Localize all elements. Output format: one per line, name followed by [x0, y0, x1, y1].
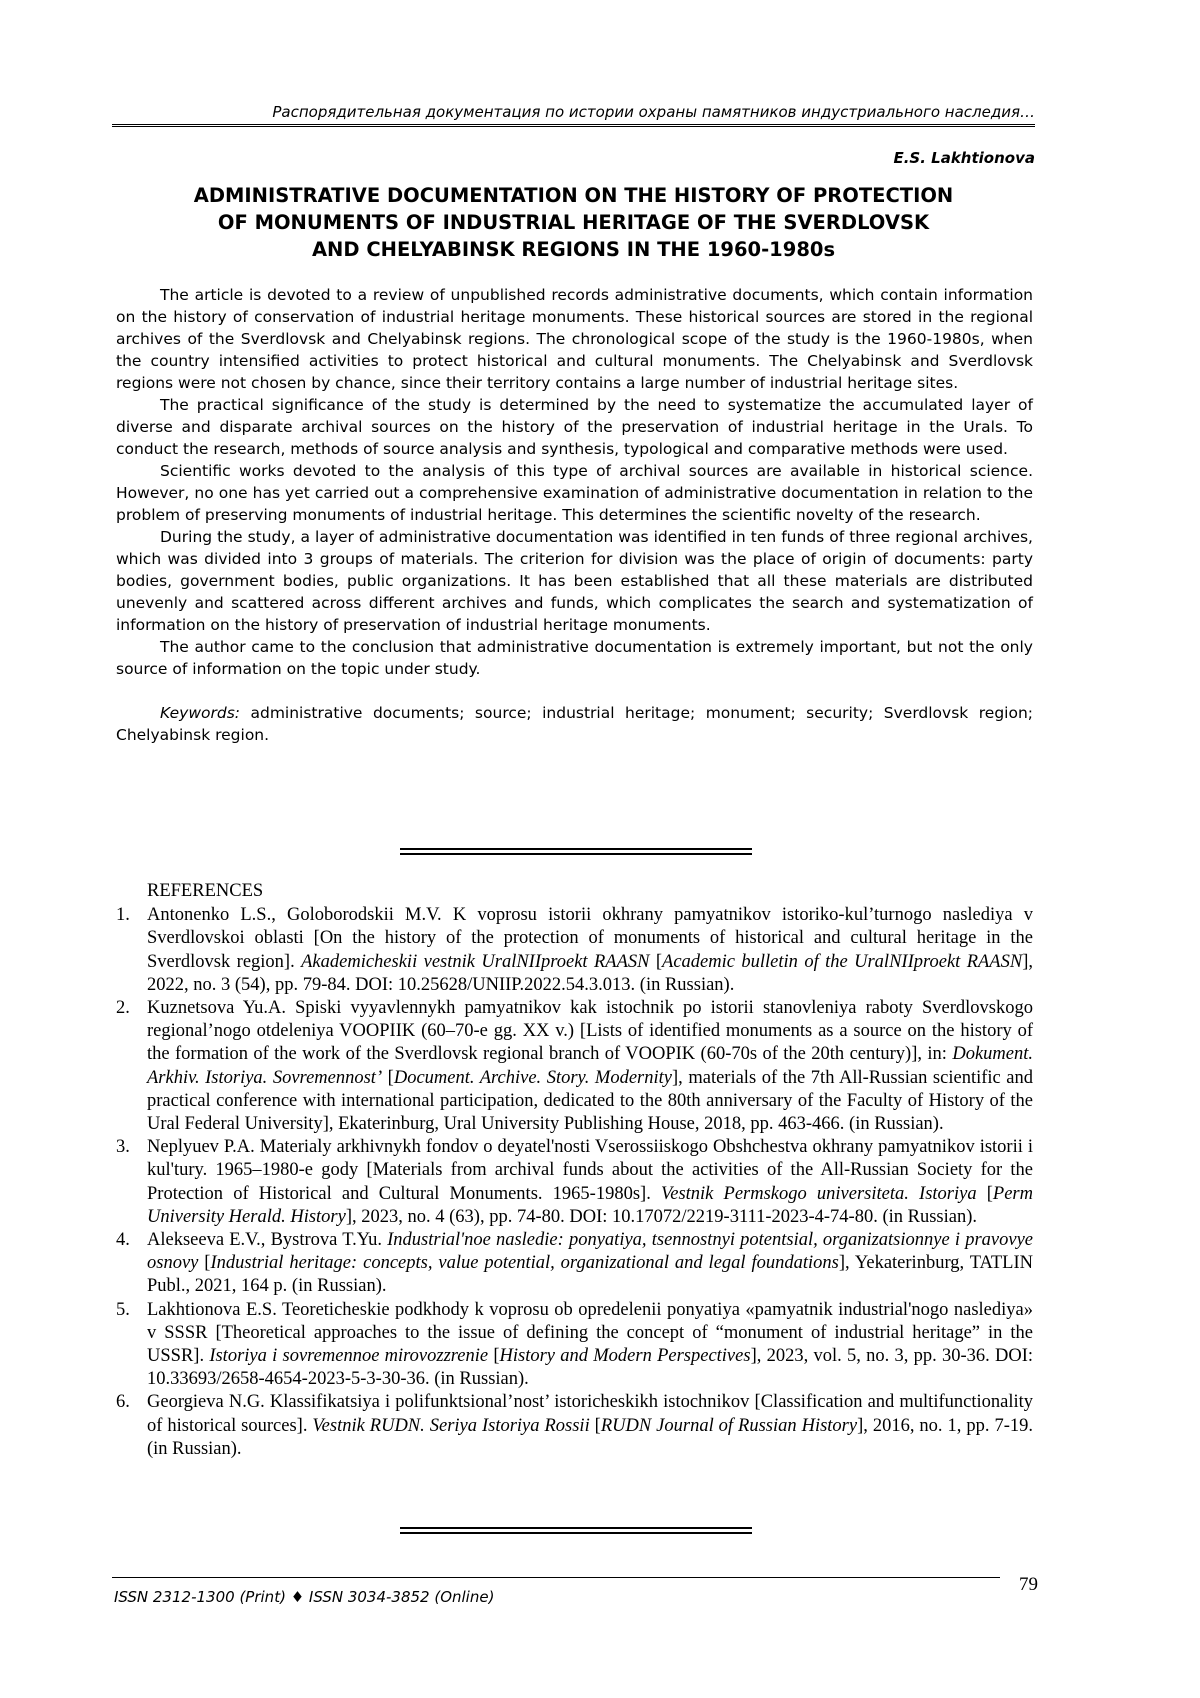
reference-source: Vestnik Permskogo universiteta. Istoriya	[660, 1183, 977, 1204]
reference-text: Georgieva N.G. Klassifikatsiya i polifunktsional’nost’ istoricheskikh istochnikov [Classification and multifunctionality of historical sources].	[147, 1392, 1033, 1436]
header-rule	[112, 124, 1035, 127]
reference-item	[116, 904, 1033, 997]
page-number: 79	[1019, 1574, 1038, 1595]
reference-item	[116, 1136, 1033, 1229]
reference-number: 1.	[116, 905, 130, 926]
reference-details: ], 2023, vol. 5, no. 3, pp. 30-36. DOI: 10.33693/2658-4654-2023-5-3-30-36. (in Russian).	[147, 1346, 1033, 1390]
reference-source: Akademicheskii vestnik UralNIIproekt RAASN	[301, 951, 650, 972]
abstract-paragraph-5: The author came to the conclusion that administrative documentation is extremely important, but not the only source of information on the topic under study.	[116, 638, 1033, 678]
reference-source: Istoriya i sovremennoe mirovozzrenie	[209, 1346, 489, 1367]
reference-details: ], 2016, no. 1, pp. 7-19. (in Russian).	[147, 1415, 1033, 1459]
reference-bracket: [	[488, 1346, 500, 1367]
reference-text: Neplyuev P.A. Materialy arkhivnykh fondov o deyatel'nosti Vserossiiskogo Obshchestva okhrany pamyatnikov istorii i kul'tury. 1965–1980-e gody [Materials from archival funds about the activities of the All-Russian Society for the Protection of Historical and Cultural Monuments. 1965-1980s].	[147, 1137, 1033, 1204]
reference-bracket: [	[589, 1415, 601, 1436]
issn-footer: ISSN 2312-1300 (Print) ♦ ISSN 3034-3852 (Online)	[114, 1588, 495, 1606]
reference-source-translation: Perm University Herald. History	[147, 1183, 1033, 1227]
reference-bracket: [	[976, 1183, 993, 1204]
reference-item	[116, 1391, 1033, 1461]
reference-source-translation: Academic bulletin of the UralNIIproekt RAASN	[662, 951, 1023, 972]
reference-details: ], Yekaterinburg, TATLIN Publ., 2021, 164 p. (in Russian).	[147, 1253, 1033, 1297]
title-line-1: ADMINISTRATIVE DOCUMENTATION ON THE HISTORY OF PROTECTION	[193, 184, 954, 207]
reference-number: 3.	[116, 1137, 130, 1158]
footer-rule	[112, 1577, 1000, 1578]
reference-source: Dokument. Arkhiv. Istoriya. Sovremennost’	[147, 1044, 1033, 1088]
reference-source-translation: History and Modern Perspectives	[499, 1346, 751, 1367]
reference-text: Kuznetsova Yu.A. Spiski vyyavlennykh pamyatnikov kak istochnik po istorii stanovleniya raboty Sverdlovskogo regional’nogo otdeleniya VOOPIIK (60–70-e gg. XX v.) [Lists of identified monuments as a source on the history of the formation of the work of the Sverdlovsk regional branch of VOOPIK (60-70s of the 20th century)], in:	[147, 998, 1033, 1065]
reference-text: Antonenko L.S., Goloborodskii M.V. K voprosu istorii okhrany pamyatnikov istoriko-kul’turnogo naslediya v Sverdlovskoi oblasti [On the history of the protection of monuments of historical and cultural heritage in the Sverdlovsk region].	[147, 905, 1033, 972]
reference-number: 5.	[116, 1299, 130, 1320]
abstract-paragraph-2: The practical significance of the study is determined by the need to systematize the accumulated layer of diverse and disparate archival sources on the history of the preservation of industrial heritage in the Urals. To conduct the research, methods of source analysis and synthesis, typological and comparative methods were used.	[116, 396, 1033, 458]
reference-number: 2.	[116, 998, 130, 1019]
reference-bracket: [	[198, 1253, 211, 1274]
title-line-3: AND CHELYABINSK REGIONS IN THE 1960-1980s	[311, 238, 836, 261]
reference-source: Industrial'noe nasledie: ponyatiya, tsennostnyi potentsial, organizatsionnye i pravovye osnovy	[147, 1230, 1033, 1274]
reference-source: Vestnik RUDN. Seriya Istoriya Rossii	[312, 1415, 590, 1436]
section-separator-bottom	[400, 1527, 752, 1534]
reference-text: Alekseeva E.V., Bystrova T.Yu.	[147, 1230, 388, 1251]
reference-details: ], materials of the 7th All-Russian scientific and practical conference with international participation, dedicated to the 80th anniversary of the Faculty of History of the Ural Federal University], Ekaterinburg, Ural University Publishing House, 2018, pp. 463-466. (in Russian).	[147, 1067, 1033, 1135]
reference-bracket: [	[382, 1067, 394, 1088]
reference-number: 6.	[116, 1392, 130, 1413]
abstract-paragraph-3: Scientific works devoted to the analysis of this type of archival sources are available in historical science. However, no one has yet carried out a comprehensive examination of administrative documentation in relation to the problem of preserving monuments of industrial heritage. This determines the scientific novelty of the research.	[116, 462, 1033, 524]
title-line-2: OF MONUMENTS OF INDUSTRIAL HERITAGE OF THE SVERDLOVSK	[217, 211, 930, 234]
reference-item	[116, 1299, 1033, 1392]
references-list	[116, 904, 1033, 1461]
reference-number: 4.	[116, 1230, 130, 1251]
reference-source-translation: Document. Archive. Story. Modernity	[393, 1067, 672, 1088]
reference-details: ], 2023, no. 4 (63), pp. 74-80. DOI: 10.17072/2219-3111-2023-4-74-80. (in Russian).	[345, 1206, 978, 1227]
abstract-paragraph-1: The article is devoted to a review of unpublished records administrative documents, which contain information on the history of conservation of industrial heritage monuments. These historical sources are stored in the regional archives of the Sverdlovsk and Chelyabinsk regions. The chronological scope of the study is the 1960-1980s, when the country intensified activities to protect historical and cultural monuments. The Chelyabinsk and Sverdlovsk regions were not chosen by chance, since their territory contains a large number of industrial heritage sites.	[116, 286, 1033, 392]
section-separator-top	[400, 848, 752, 855]
reference-bracket: [	[649, 951, 663, 972]
references-section	[116, 880, 1033, 1461]
keywords	[116, 702, 1033, 746]
reference-source-translation: RUDN Journal of Russian History	[600, 1415, 858, 1436]
reference-text: Lakhtionova E.S. Teoreticheskie podkhody k voprosu ob opredelenii ponyatiya «pamyatnik industrial'nogo naslediya» v SSSR [Theoretical approaches to the issue of defining the concept of “monument of industrial heritage” in the USSR].	[147, 1299, 1033, 1367]
abstract	[116, 284, 1033, 746]
reference-item	[116, 1229, 1033, 1299]
running-header: Распорядительная документация по истории охраны памятников индустриального наследия…	[272, 103, 1035, 121]
reference-item	[116, 997, 1033, 1136]
reference-details: ], 2022, no. 3 (54), pp. 79-84. DOI: 10.25628/UNIIP.2022.54.3.013. (in Russian).	[147, 951, 1033, 995]
keywords-label: Keywords:	[160, 704, 240, 722]
author-name: E.S. Lakhtionova	[893, 149, 1035, 167]
reference-source-translation: Industrial heritage: concepts, value potential, organizational and legal foundations	[210, 1253, 839, 1274]
abstract-paragraph-4: During the study, a layer of administrative documentation was identified in ten funds of three regional archives, which was divided into 3 groups of materials. The criterion for division was the place of origin of documents: party bodies, government bodies, public organizations. It has been established that all these materials are distributed unevenly and scattered across different archives and funds, which complicates the search and systematization of information on the history of preservation of industrial heritage monuments.	[116, 528, 1033, 634]
keywords-text: administrative documents; source; industrial heritage; monument; security; Sverdlovsk region; Chelyabinsk region.	[116, 704, 1033, 744]
article-title	[112, 182, 1035, 263]
references-heading: REFERENCES	[147, 881, 264, 901]
